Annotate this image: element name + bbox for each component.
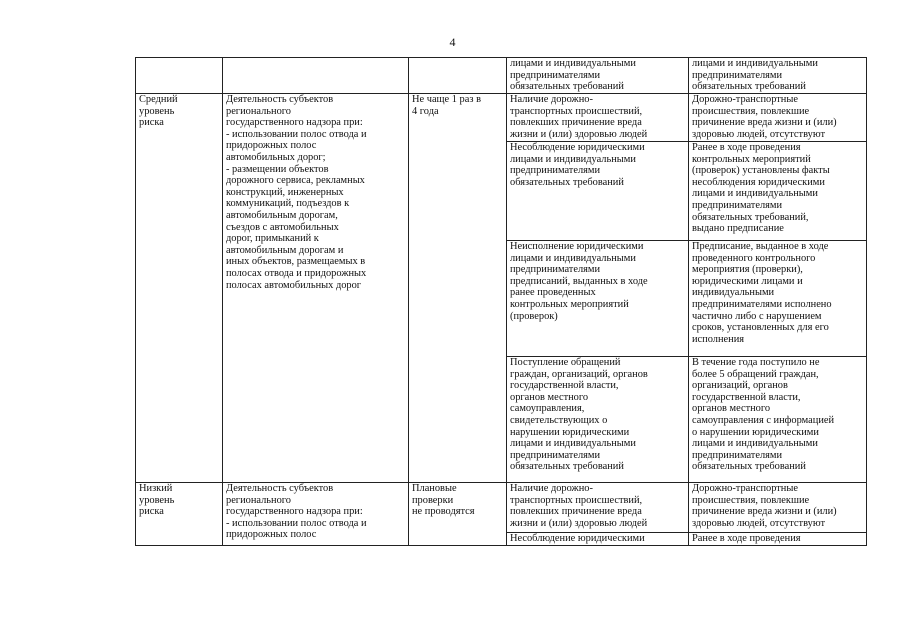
activity-cell [223, 58, 409, 94]
risk-level-cell [136, 58, 223, 94]
indicator-cell: Несоблюдение юридическими лицами и индивидуальными предпринимателями обязательных требований [507, 142, 689, 241]
criterion-cell: В течение года поступило не более 5 обращений граждан, организаций, органов государственной власти, органов местного самоуправления с информацией о нарушении юридическими лицами и индивидуальными предпринимателями обязательных требований [689, 357, 867, 483]
criterion-cell: Ранее в ходе проведения [689, 533, 867, 546]
indicator-cell: Неисполнение юридическими лицами и индивидуальными предпринимателями предписаний, выданных в ходе ранее проведенных контрольных мероприятий (проверок) [507, 241, 689, 357]
frequency-cell-low: Плановые проверки не проводятся [409, 483, 507, 546]
criterion-cell: лицами и индивидуальными предпринимателями обязательных требований [689, 58, 867, 94]
frequency-cell [409, 58, 507, 94]
criterion-cell: Дорожно-транспортные происшествия, повлекшие причинение вреда жизни и (или) здоровью людей, отсутствуют [689, 94, 867, 142]
criterion-cell: Дорожно-транспортные происшествия, повлекшие причинение вреда жизни и (или) здоровью людей, отсутствуют [689, 483, 867, 533]
criterion-cell: Ранее в ходе проведения контрольных мероприятий (проверок) установлены факты несоблюдения юридическими лицами и индивидуальными предпринимателями обязательных требований, выдано предписание [689, 142, 867, 241]
table-row [136, 483, 867, 533]
page-number: 4 [449, 35, 456, 49]
indicator-cell: лицами и индивидуальными предпринимателями обязательных требований [507, 58, 689, 94]
indicator-cell: Наличие дорожно- транспортных происшествий, повлекших причинение вреда жизни и (или) здоровью людей [507, 94, 689, 142]
frequency-cell-medium: Не чаще 1 раз в 4 года [409, 94, 507, 483]
indicator-cell: Наличие дорожно- транспортных происшествий, повлекших причинение вреда жизни и (или) здоровью людей [507, 483, 689, 533]
indicator-cell: Несоблюдение юридическими [507, 533, 689, 546]
criterion-cell: Предписание, выданное в ходе проведенного контрольного мероприятия (проверки), юридическими лицами и индивидуальными предпринимателями исполнено частично либо с нарушением сроков, установленных для его исполнения [689, 241, 867, 357]
activity-cell-medium: Деятельность субъектов регионального государственного надзора при: - использовании полос отвода и придорожных полос автомобильных дорог; - размещении объектов дорожного сервиса, рекламных конструкций, инженерных коммуникаций, подъездов к автомобильным дорогам, съездов с автомобильных дорог, примыканий к автомобильным дорогам и иных объектов, размещаемых в полосах отвода и придорожных полосах автомобильных дорог [223, 94, 409, 483]
risk-criteria-table [135, 57, 867, 546]
activity-cell-low: Деятельность субъектов регионального государственного надзора при: - использовании полос отвода и придорожных полос [223, 483, 409, 546]
table-row [136, 94, 867, 142]
risk-level-cell-medium: Средний уровень риска [136, 94, 223, 483]
table-row [136, 58, 867, 94]
indicator-cell: Поступление обращений граждан, организаций, органов государственной власти, органов местного самоуправления, свидетельствующих о нарушении юридическими лицами и индивидуальными предпринимателями обязательных требований [507, 357, 689, 483]
risk-level-cell-low: Низкий уровень риска [136, 483, 223, 546]
